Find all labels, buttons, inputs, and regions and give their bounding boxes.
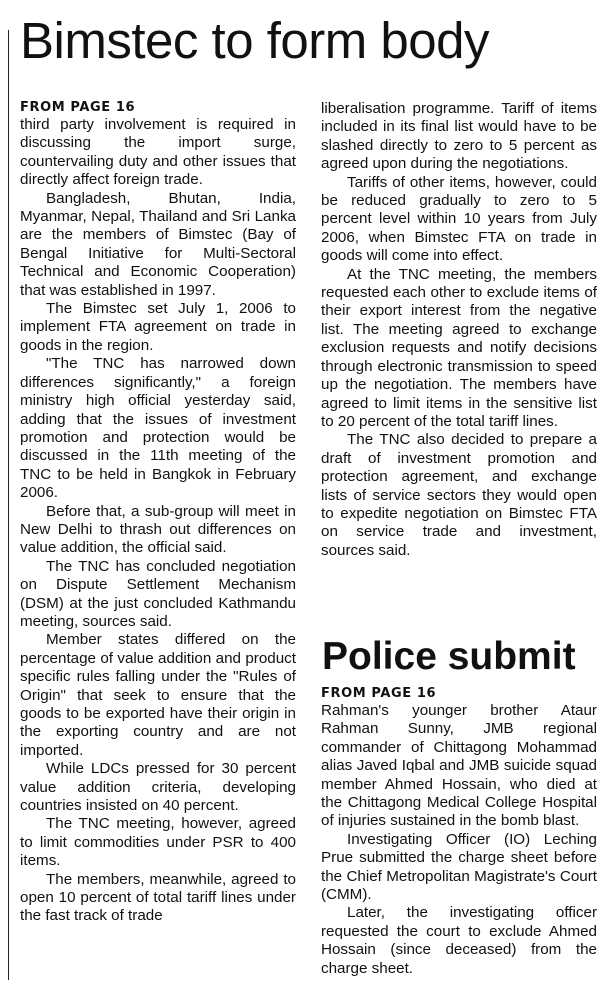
article1-column-2 — [321, 100, 597, 560]
paragraph: Rahman's younger brother Ataur Rahman Sunny, JMB regional commander of Chittagong Mohammad alias Javed Iqbal and JMB suicide squad member Ahmed Hossain, who died at the Chittagong Medical College Hospital of injuries sustained in the bomb blast. — [321, 702, 597, 830]
paragraph: Before that, a sub-group will meet in New Delhi to thrash out differences on value addition, the official said. — [20, 502, 296, 557]
paragraph: At the TNC meeting, the members requested each other to exclude items of their export interest from the negative list. The meeting agreed to exchange exclusion requests and notify decisions through electronic transmission to speed up the negotiation. The members have agreed to limit items in the sensitive list to 20 percent of the total tariff lines. — [321, 265, 597, 430]
paragraph: third party involvement is required in discussing the import surge, countervailing duty and other issues that directly affect foreign trade. — [20, 116, 296, 189]
paragraph: The TNC meeting, however, agreed to limit commodities under PSR to 400 items. — [20, 815, 296, 870]
paragraph: The TNC has concluded negotiation on Dispute Settlement Mechanism (DSM) at the just concluded Kathmandu meeting, sources said. — [20, 557, 296, 630]
paragraph: Investigating Officer (IO) Leching Prue submitted the charge sheet before the Chief Metropolitan Magistrate's Court (CMM). — [321, 830, 597, 904]
paragraph: "The TNC has narrowed down differences significantly," a foreign ministry high official yesterday said, adding that the issues of investment promotion and protection would be discussed in the 11th meeting of the TNC to be held in Bangkok in February 2006. — [20, 355, 296, 502]
article2-column — [321, 686, 597, 978]
column-rule-left — [8, 30, 9, 980]
kicker-from-page: FROM PAGE 16 — [20, 100, 136, 115]
paragraph: liberalisation programme. Tariff of items included in its final list would have to be slashed directly to zero to 5 percent as agreed upon during the negotiations. — [321, 100, 597, 173]
kicker-from-page: FROM PAGE 16 — [321, 686, 437, 701]
paragraph: The TNC also decided to prepare a draft of investment promotion and protection agreement, and exchange lists of service sectors they would open to expedite negotiation on Bimstec FTA on service trade and investment, sources said. — [321, 431, 597, 559]
paragraph: Later, the investigating officer requested the court to exclude Ahmed Hossain (since deceased) from the charge sheet. — [321, 904, 597, 977]
paragraph: Member states differed on the percentage of value addition and product specific rules falling under the "Rules of Origin" that seek to ensure that the goods to be exported have their origin in the exporting country and are not imported. — [20, 631, 296, 759]
paragraph: While LDCs pressed for 30 percent value addition criteria, developing countries insisted on 40 percent. — [20, 760, 296, 815]
article1-column-1 — [20, 100, 296, 926]
paragraph: Tariffs of other items, however, could be reduced gradually to zero to 5 percent level within 10 years from July 2006, when Bimstec FTA on trade in goods will come into effect. — [321, 173, 597, 265]
paragraph: The members, meanwhile, agreed to open 10 percent of total tariff lines under the fast track of trade — [20, 870, 296, 925]
paragraph: The Bimstec set July 1, 2006 to implement FTA agreement on trade in goods in the region. — [20, 300, 296, 354]
headline-bimstec: Bimstec to form body — [20, 12, 489, 69]
headline-police-submit: Police submit — [322, 635, 576, 678]
paragraph: Bangladesh, Bhutan, India, Myanmar, Nepal, Thailand and Sri Lanka are the members of Bimstec (Bay of Bengal Initiative for Multi-Sectoral Technical and Economic Cooperation) that was established in 1997. — [20, 189, 296, 299]
